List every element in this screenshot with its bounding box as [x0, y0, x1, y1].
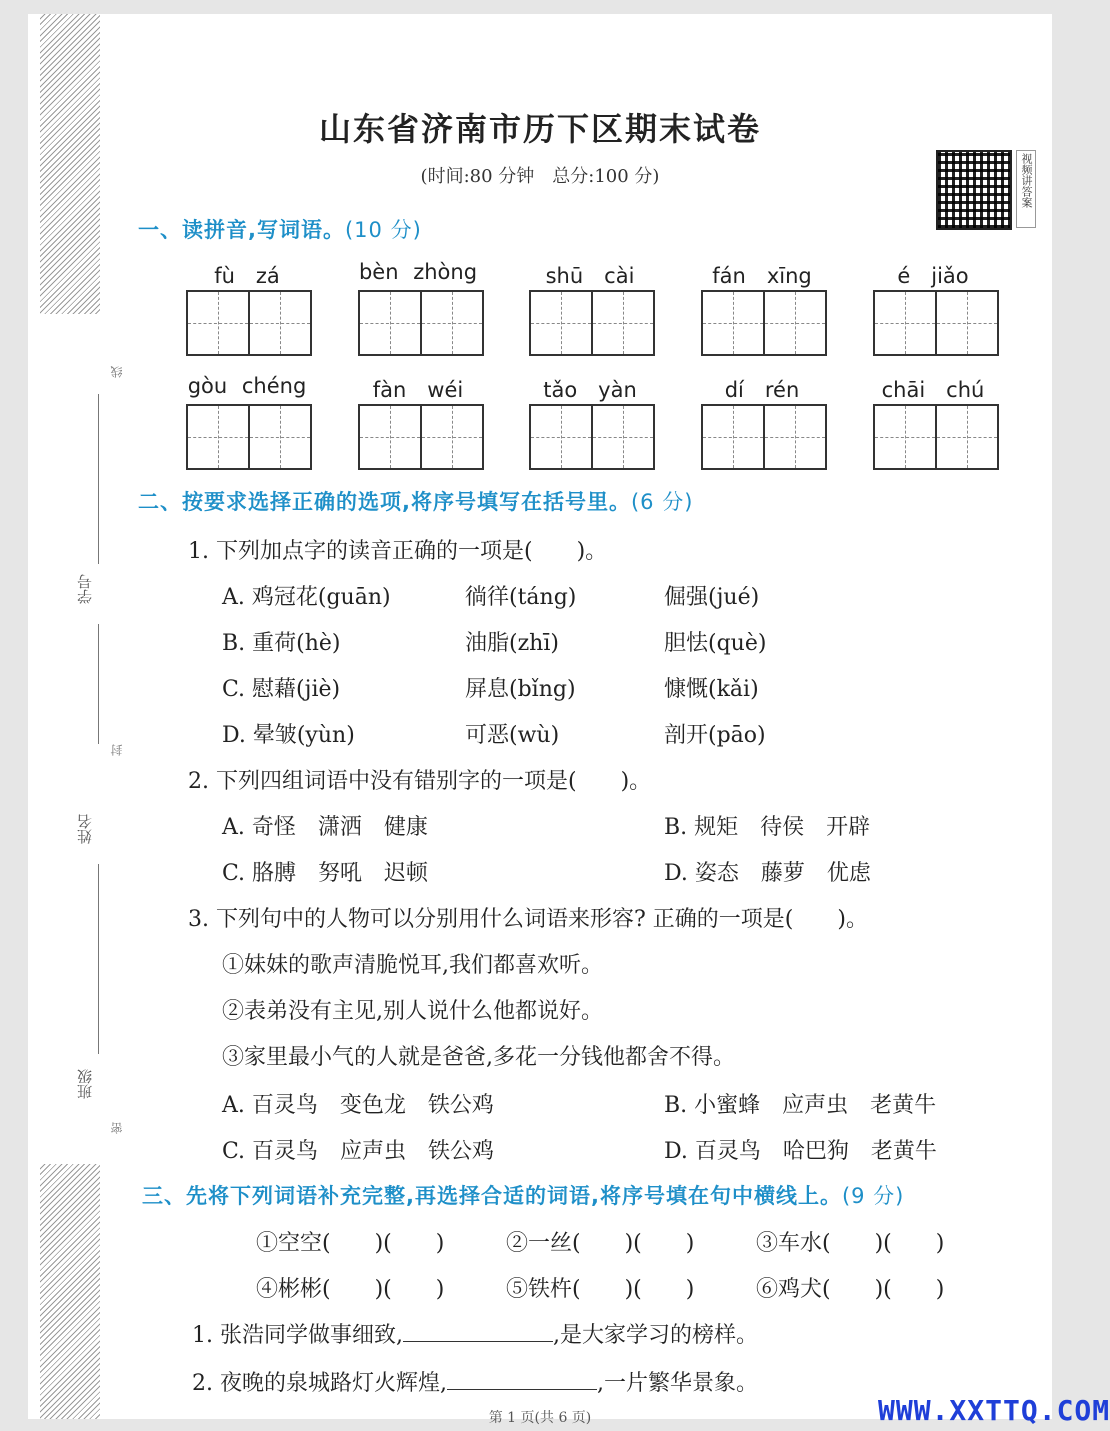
side-label-class: 班级 [76, 1069, 94, 1099]
page-footer: 第 1 页(共 6 页) [488, 1410, 592, 1426]
word-fill-6[interactable]: ⑥鸡犬( )( ) [756, 1277, 945, 1302]
option-a2: 徜徉(táng) [465, 585, 577, 610]
answer-grid[interactable] [701, 404, 827, 470]
section-2-title: 二、按要求选择正确的选项,将序号填写在括号里。 [138, 490, 631, 514]
sentence-fill-2-after: ,一片繁华景象。 [596, 1371, 758, 1396]
word-fill-2[interactable]: ②一丝( )( ) [506, 1231, 695, 1256]
sentence-2: ②表弟没有主见,别人说什么他都说好。 [222, 999, 603, 1024]
side-mark-mi: 密 [110, 1122, 124, 1134]
answer-grid[interactable] [186, 290, 312, 356]
word-fill-1[interactable]: ①空空( )( ) [256, 1231, 445, 1256]
answer-grid[interactable] [873, 404, 999, 470]
option-b3: 胆怯(què) [664, 631, 767, 656]
option-q2-d: D. 姿态 藤萝 优虑 [664, 861, 871, 886]
hatch-pattern-bottom [40, 1164, 100, 1419]
qr-caption: 视频讲答案 [1016, 150, 1036, 228]
pinyin-label: tǎo yàn [543, 378, 637, 402]
section-2-score: (6 分) [630, 490, 694, 514]
option-d3: 剖开(pāo) [664, 723, 766, 748]
option-c3: 慷慨(kǎi) [664, 677, 759, 702]
exam-page [28, 14, 1052, 1426]
side-label-student-id: 学号 [76, 574, 94, 604]
sentence-3: ③家里最小气的人就是爸爸,多花一分钱他都舍不得。 [222, 1045, 735, 1070]
question-2-1: 1. 下列加点字的读音正确的一项是( )。 [188, 539, 608, 564]
sentence-fill-2-before: 2. 夜晚的泉城路灯火辉煌, [192, 1371, 447, 1396]
answer-grid[interactable] [701, 290, 827, 356]
option-q3-c: C. 百灵鸟 应声虫 铁公鸡 [222, 1139, 495, 1164]
section-3-heading [142, 1180, 904, 1210]
side-mark-feng: 封 [110, 744, 124, 756]
pinyin-label: shū cài [545, 264, 635, 288]
section-1-score: (10 分) [344, 218, 422, 242]
sentence-1: ①妹妹的歌声清脆悦耳,我们都喜欢听。 [222, 953, 603, 978]
section-3-score: (9 分) [841, 1184, 905, 1208]
word-fill-4[interactable]: ④彬彬( )( ) [256, 1277, 445, 1302]
answer-blank[interactable] [403, 1321, 553, 1342]
option-d1: D. 晕皱(yùn) [222, 723, 355, 748]
answer-grid[interactable] [186, 404, 312, 470]
qr-code-icon[interactable] [936, 150, 1012, 230]
sentence-fill-2 [192, 1366, 758, 1397]
watermark: WWW.XXTTQ.COM [878, 1394, 1110, 1427]
option-q2-c: C. 胳膊 努吼 迟顿 [222, 861, 429, 886]
question-2-2: 2. 下列四组词语中没有错别字的一项是( )。 [188, 769, 652, 794]
pinyin-label: chāi chú [881, 378, 985, 402]
option-q3-b: B. 小蜜蜂 应声虫 老黄牛 [664, 1093, 937, 1118]
page-title: 山东省济南市历下区期末试卷 [318, 110, 761, 148]
page-subtitle: (时间:80 分钟 总分:100 分) [420, 166, 660, 187]
option-c1: C. 慰藉(jiè) [222, 677, 341, 702]
word-fill-3[interactable]: ③车水( )( ) [756, 1231, 945, 1256]
answer-grid[interactable] [358, 290, 484, 356]
side-blank-line [98, 624, 99, 744]
pinyin-label: fù zá [214, 264, 280, 288]
option-c2: 屏息(bǐng) [465, 677, 576, 702]
section-2-heading [138, 486, 693, 516]
pinyin-label: dí rén [724, 378, 800, 402]
option-q2-b: B. 规矩 待侯 开辟 [664, 815, 871, 840]
pinyin-label: fán xīng [712, 264, 812, 288]
answer-grid[interactable] [529, 290, 655, 356]
side-label-name: 姓名 [76, 814, 94, 844]
option-q3-d: D. 百灵鸟 哈巴狗 老黄牛 [664, 1139, 937, 1164]
answer-blank[interactable] [447, 1369, 597, 1390]
option-b2: 油脂(zhī) [465, 631, 559, 656]
answer-grid[interactable] [529, 404, 655, 470]
option-a1: A. 鸡冠花(guān) [222, 585, 391, 610]
section-1-heading [138, 214, 422, 244]
section-1-title: 一、读拼音,写词语。 [138, 218, 345, 242]
pinyin-label: bèn zhòng [358, 260, 478, 284]
option-q2-a: A. 奇怪 潇洒 健康 [222, 815, 428, 840]
answer-grid[interactable] [358, 404, 484, 470]
option-d2: 可恶(wù) [465, 723, 560, 748]
sentence-fill-1-before: 1. 张浩同学做事细致, [192, 1323, 403, 1348]
side-blank-line [98, 394, 99, 564]
pinyin-label: é jiǎo [897, 264, 969, 288]
section-3-title: 三、先将下列词语补充完整,再选择合适的词语,将序号填在句中横线上。 [142, 1184, 842, 1208]
side-mark-xian: 线 [110, 366, 124, 378]
sentence-fill-1-after: ,是大家学习的榜样。 [552, 1323, 758, 1348]
side-blank-line [98, 864, 99, 1054]
option-q3-a: A. 百灵鸟 变色龙 铁公鸡 [222, 1093, 494, 1118]
word-fill-5[interactable]: ⑤铁杵( )( ) [506, 1277, 695, 1302]
pinyin-label: fàn wéi [372, 378, 464, 402]
sentence-fill-1 [192, 1318, 758, 1349]
answer-grid[interactable] [873, 290, 999, 356]
option-b1: B. 重荷(hè) [222, 631, 341, 656]
option-a3: 倔强(jué) [664, 585, 760, 610]
pinyin-label: gòu chéng [187, 374, 307, 398]
question-2-3: 3. 下列句中的人物可以分别用什么词语来形容? 正确的一项是( )。 [188, 907, 868, 932]
